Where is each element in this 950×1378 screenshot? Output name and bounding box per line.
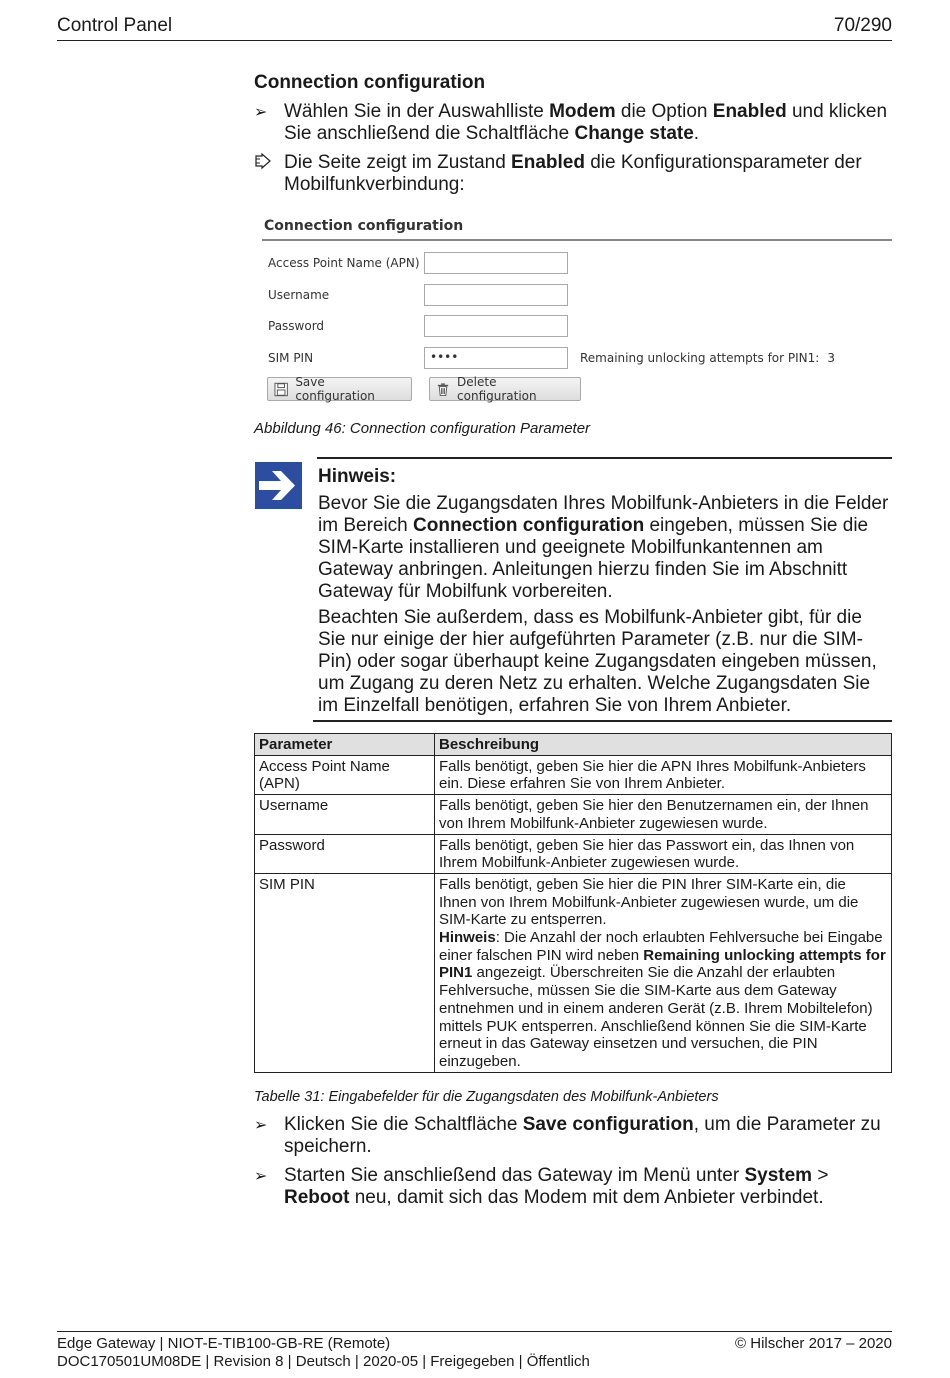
footer-divider	[57, 1331, 892, 1332]
instruction-step-1: ➢ Wählen Sie in der Auswahlliste Modem die Option Enabled und klicken Sie anschließend die Schaltfläche Change state.	[254, 101, 888, 144]
table-header-row	[255, 734, 892, 756]
table-cell-desc: Falls benötigt, geben Sie hier die PIN Ihrer SIM-Karte ein, die Ihnen von Ihrem Mobilfunk-Anbieter zugewiesen wurde, um die SIM-Karte zu entsperren. Hinweis: Die Anzahl der noch erlaubten Fehlversuche bei Eingabe einer falschen PIN wird neben Remaining unlocking attempts for PIN1 angezeigt. Überschreiten Sie die Anzahl der erlaubten Fehlversuche, müssen Sie die SIM-Karte aus dem Gateway entnehmen und in einem anderen Gerät (z.B. Ihrem Mobiltelefon) mittels PUK entsperren. Anschließend können Sie die SIM-Karte erneut in das Gateway einsetzen und versuchen, die PIN einzugeben.	[435, 873, 892, 1072]
table-cell-desc: Falls benötigt, geben Sie hier das Passwort ein, das Ihnen von Ihrem Mobilfunk-Anbieter zugewiesen wurde.	[435, 834, 892, 873]
table-row	[255, 795, 892, 834]
result-arrow-icon	[254, 152, 284, 196]
table-cell-param: SIM PIN	[255, 873, 435, 1072]
note-paragraph-2: Beachten Sie außerdem, dass es Mobilfunk-Anbieter gibt, für die Sie nur einige der hier aufgeführten Parameter (z.B. nur die SIM-Pin) oder sogar überhaupt keine Zugangsdaten eingeben müssen, um Zugang zu deren Netz zu erhalten. Welche Zugangsdaten Sie im Einzelfall benötigen, erfahren Sie von Ihrem Anbieter.	[318, 607, 877, 716]
footer-product: Edge Gateway | NIOT-E-TIB100-GB-RE (Remote)	[57, 1335, 391, 1352]
sim-pin-label: SIM PIN	[268, 351, 314, 365]
header-title: Control Panel	[57, 15, 173, 36]
ui-title-divider	[262, 239, 892, 241]
note-paragraph-1: Bevor Sie die Zugangsdaten Ihres Mobilfunk-Anbieters in die Felder im Bereich Connection configuration eingeben, müssen Sie die SIM-Karte installieren und geeignete Mobilfunkantennen am Gateway anbringen. Anleitungen hierzu finden Sie im Abschnitt Gateway für Mobilfunk vorbereiten.	[318, 493, 889, 602]
apn-input[interactable]	[424, 252, 568, 274]
instruction-step-2: ➢ Klicken Sie die Schaltfläche Save configuration, um die Parameter zu speichern.	[254, 1114, 881, 1157]
table-cell-desc: Falls benötigt, geben Sie hier den Benutzernamen ein, der Ihnen von Ihrem Mobilfunk-Anbieter zugewiesen wurde.	[435, 795, 892, 834]
save-icon	[274, 382, 288, 397]
note-top-rule	[317, 457, 892, 459]
table-cell-desc: Falls benötigt, geben Sie hier die APN Ihres Mobilfunk-Anbieters ein. Diese erfahren Sie von Ihrem Anbieter.	[435, 755, 892, 794]
figure-caption: Abbildung 46: Connection configuration Parameter	[254, 420, 591, 437]
table-header-parameter: Parameter	[255, 734, 435, 756]
page-number: 70/290	[833, 15, 892, 36]
arrow-bullet-icon: ➢	[254, 1168, 268, 1185]
connection-config-screenshot	[262, 214, 892, 409]
apn-label: Access Point Name (APN)	[268, 256, 420, 270]
table-cell-param: Username	[255, 795, 435, 834]
sim-pin-input[interactable]: ••••	[424, 347, 568, 369]
header-divider	[57, 40, 892, 41]
table-row	[255, 834, 892, 873]
arrow-bullet-icon: ➢	[254, 1117, 268, 1134]
parameter-table	[254, 733, 892, 1073]
instruction-step-3: ➢ Starten Sie anschließend das Gateway im Menü unter System > Reboot neu, damit sich das Modem mit dem Anbieter verbindet.	[254, 1165, 829, 1208]
table-header-description: Beschreibung	[435, 734, 892, 756]
table-caption: Tabelle 31: Eingabefelder für die Zugangsdaten des Mobilfunk-Anbieters	[254, 1089, 719, 1105]
note-bottom-rule	[313, 720, 892, 722]
table-cell-param: Access Point Name (APN)	[255, 755, 435, 794]
table-row	[255, 873, 892, 1072]
table-row	[255, 755, 892, 794]
trash-icon	[436, 382, 450, 397]
arrow-bullet-icon: ➢	[254, 104, 268, 121]
result-step-1: Die Seite zeigt im Zustand Enabled die Konfigurationsparameter der Mobilfunkverbindung:	[254, 152, 894, 196]
delete-configuration-button[interactable]: Delete configuration	[429, 377, 581, 401]
username-label: Username	[268, 288, 330, 302]
note-arrow-icon	[255, 462, 302, 509]
ui-panel-title: Connection configuration	[264, 218, 464, 234]
footer-document-info: DOC170501UM08DE | Revision 8 | Deutsch | 2020-05 | Freigegeben | Öffentlich	[57, 1353, 590, 1370]
section-title: Connection configuration	[254, 72, 486, 93]
note-title: Hinweis:	[318, 466, 397, 487]
password-input[interactable]	[424, 315, 568, 337]
table-cell-param: Password	[255, 834, 435, 873]
remaining-attempts-value: 3	[827, 351, 835, 365]
remaining-attempts: Remaining unlocking attempts for PIN1: 3	[580, 351, 835, 365]
password-label: Password	[268, 319, 325, 333]
save-configuration-button[interactable]: Save configuration	[267, 377, 412, 401]
username-input[interactable]	[424, 284, 568, 306]
footer-copyright: © Hilscher 2017 – 2020	[735, 1335, 892, 1352]
